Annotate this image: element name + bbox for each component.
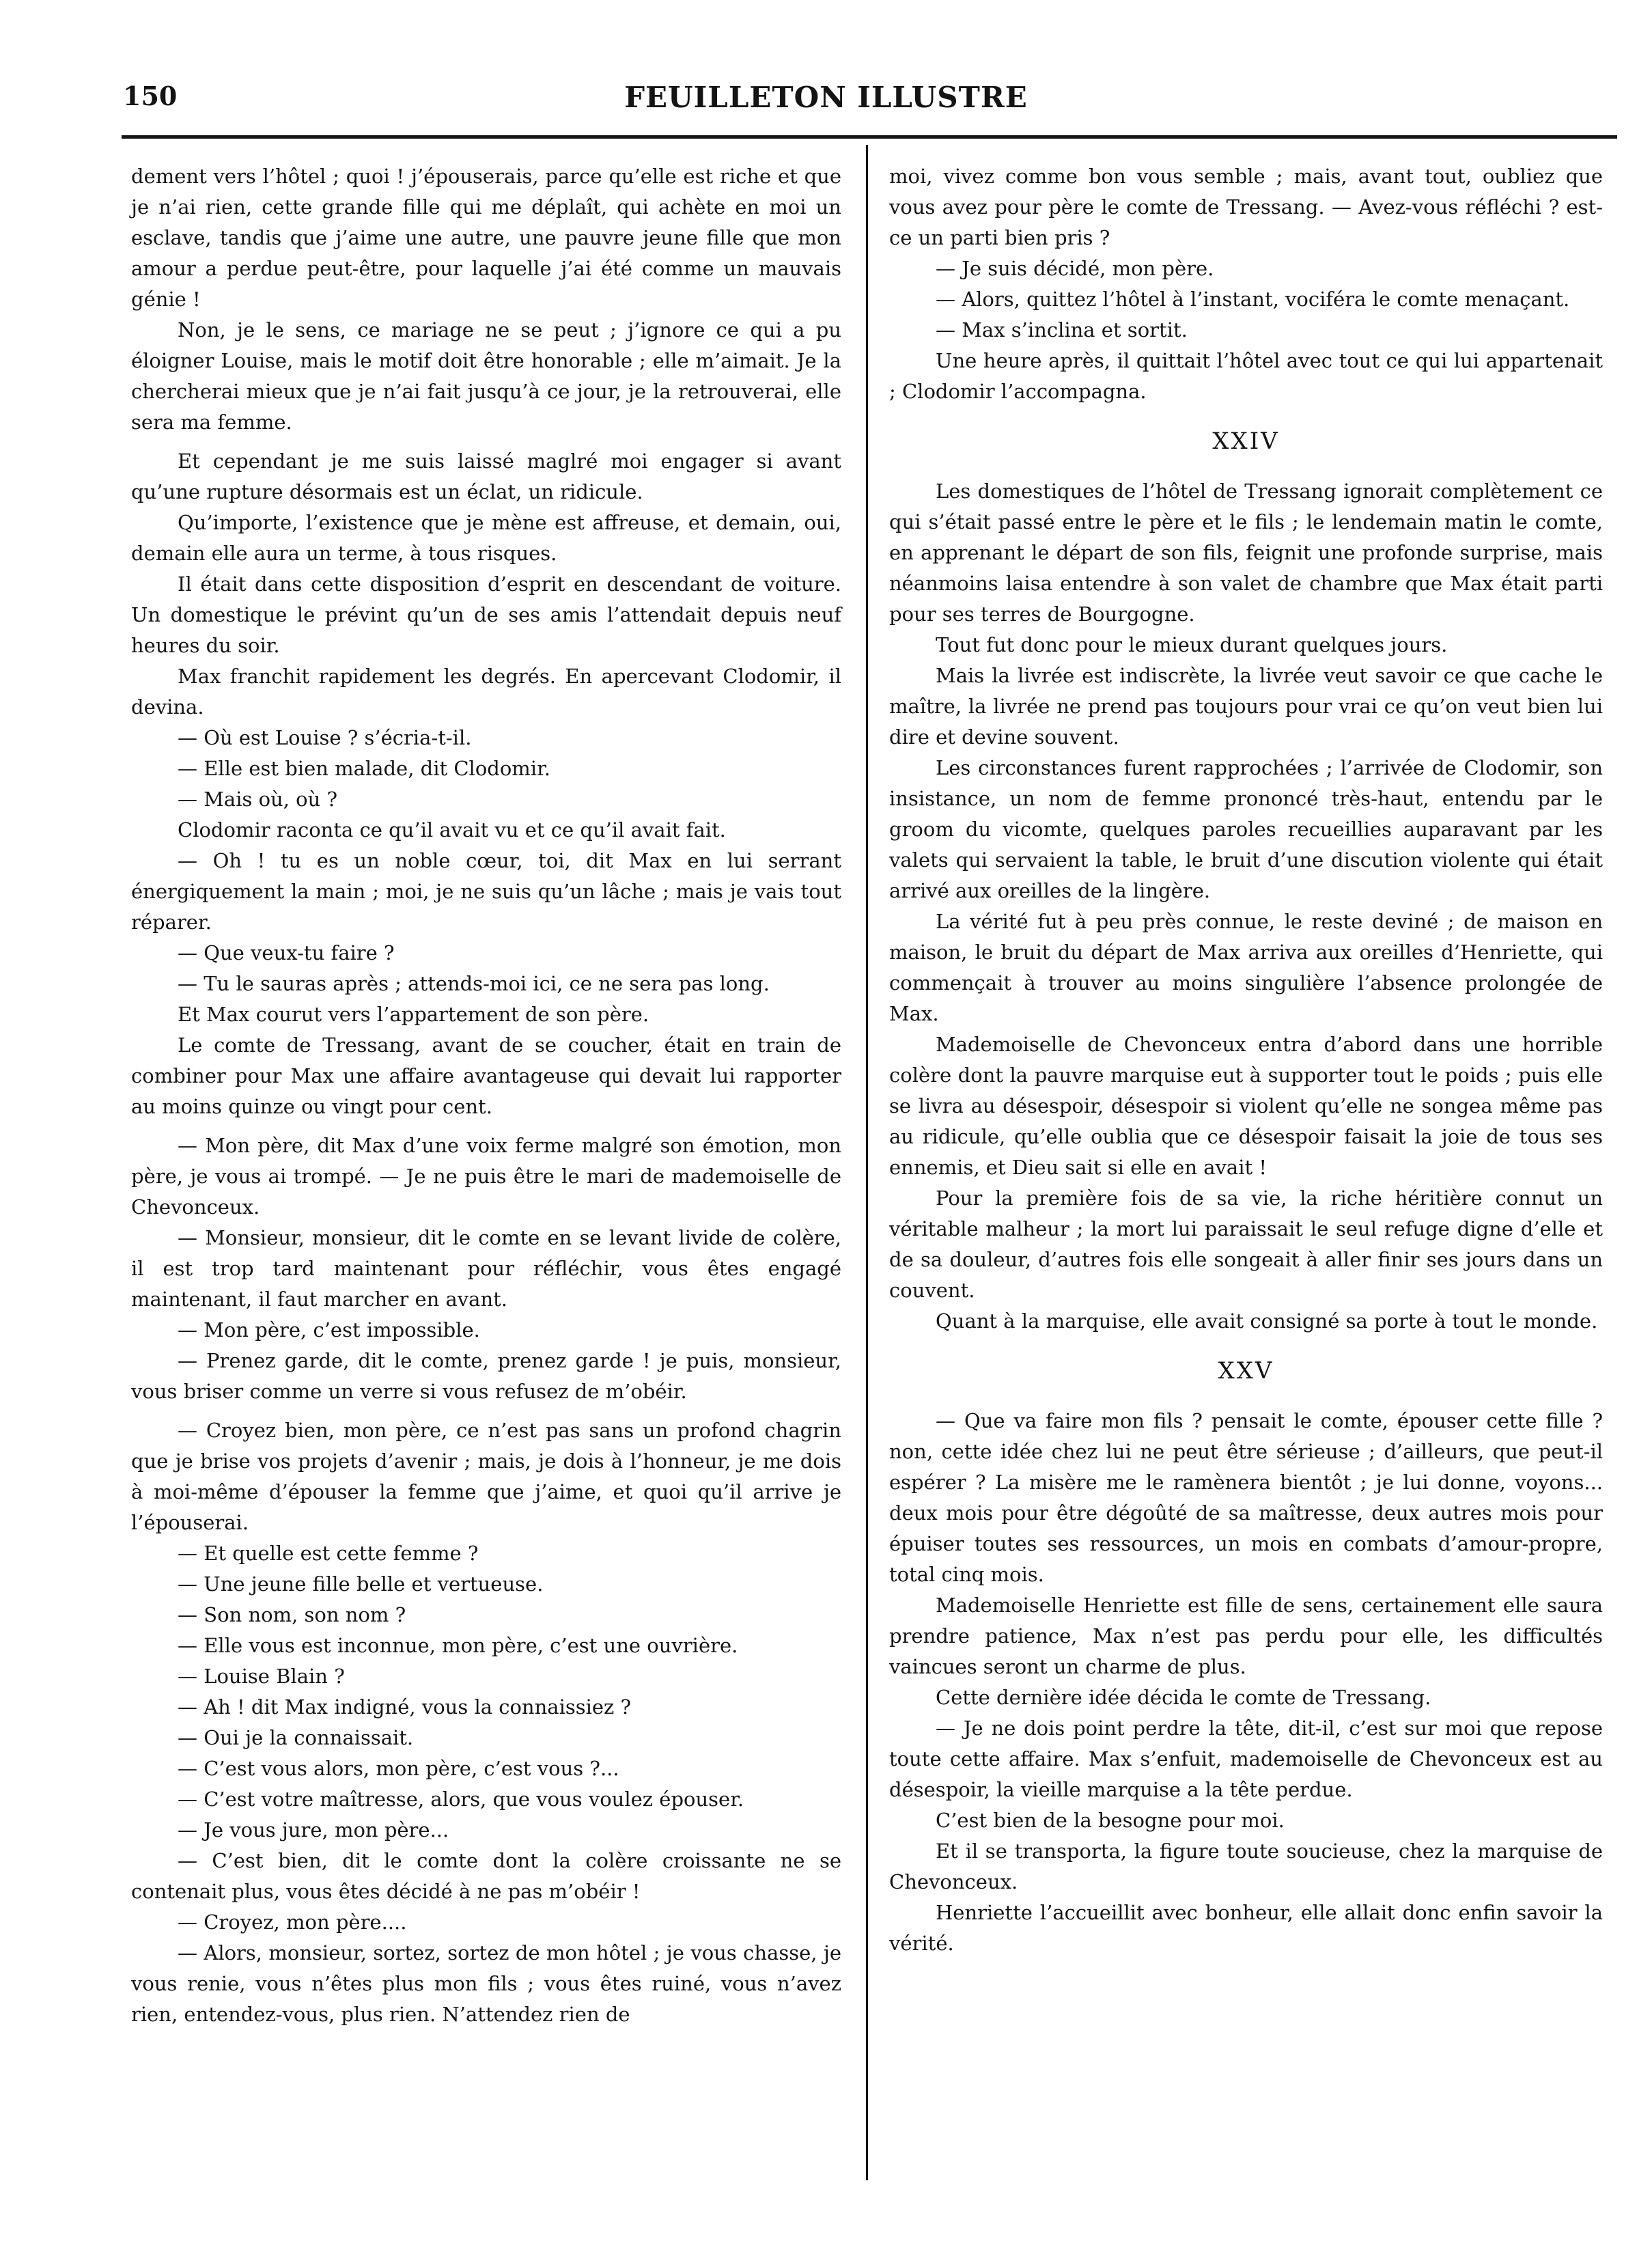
paragraph: Une heure après, il quittait l’hôtel avec tout ce qui lui appartenait ; Clodomir l’accompagna. bbox=[889, 349, 1603, 403]
paragraph: — Où est Louise ? s’écria-t-il. bbox=[178, 726, 472, 749]
paragraph: — Une jeune fille belle et vertueuse. bbox=[178, 1572, 544, 1596]
paragraph: — Je vous jure, mon père... bbox=[178, 1818, 449, 1842]
paragraph: Max franchit rapidement les degrés. En apercevant Clodomir, il devina. bbox=[131, 665, 841, 719]
paragraph: — Son nom, son nom ? bbox=[178, 1603, 406, 1626]
paragraph: Non, je le sens, ce mariage ne se peut ; j’ignore ce qui a pu éloigner Louise, mais le motif doit être honorable ; elle m’aimait. Je la chercherai mieux que je n’ai fait jusqu’à ce jour, je la retrouverai, elle sera ma femme. bbox=[131, 318, 841, 434]
paragraph: Et Max courut vers l’appartement de son père. bbox=[178, 1003, 649, 1026]
chapter-heading: XXIV bbox=[1212, 428, 1280, 455]
paragraph: — Oui je la connaissait. bbox=[178, 1726, 414, 1749]
paragraph: — C’est votre maîtresse, alors, que vous voulez épouser. bbox=[178, 1788, 744, 1811]
paragraph: Mais la livrée est indiscrète, la livrée veut savoir ce que cache le maître, la livrée ne prend pas toujours pour vrai ce qu’on veut bien lui dire et devine souvent. bbox=[889, 664, 1603, 749]
paragraph: — Alors, monsieur, sortez, sortez de mon hôtel ; je vous chasse, je vous renie, vous n’êtes plus mon fils ; vous êtes ruiné, vous n’avez rien, entendez-vous, plus rien. N’attendez rien de bbox=[131, 1941, 841, 2026]
paragraph: — Que veux-tu faire ? bbox=[178, 941, 395, 964]
paragraph: La vérité fut à peu près connue, le reste deviné ; de maison en maison, le bruit du départ de Max arriva aux oreilles d’Henriette, qui commençait à trouver au moins singulière l’absence prolongée de Max. bbox=[889, 910, 1603, 1025]
paragraph: Henriette l’accueillit avec bonheur, elle allait donc enfin savoir la vérité. bbox=[889, 1901, 1603, 1955]
paragraph: — C’est vous alors, mon père, c’est vous ?... bbox=[178, 1757, 619, 1780]
paragraph: C’est bien de la besogne pour moi. bbox=[936, 1809, 1285, 1832]
paragraph: — Monsieur, monsieur, dit le comte en se levant livide de colère, il est trop tard maintenant pour réfléchir, vous êtes engagé maintenant, il faut marcher en avant. bbox=[131, 1226, 841, 1311]
paragraph: — Que va faire mon fils ? pensait le comte, épouser cette fille ? non, cette idée chez lui ne peut être sérieuse ; d’ailleurs, que peut-il espérer ? La misère me le ramènera bientôt ; je lui donne, voyons... deux mois pour être dégoûté de sa maîtresse, deux autres mois pour épuiser toutes ses ressources, un mois en combats d’amour-propre, total cinq mois. bbox=[889, 1409, 1603, 1586]
paragraph: Tout fut donc pour le mieux durant quelques jours. bbox=[936, 633, 1448, 656]
paragraph: — Elle vous est inconnue, mon père, c’est une ouvrière. bbox=[178, 1634, 738, 1657]
paragraph: — Oh ! tu es un noble cœur, toi, dit Max en lui serrant énergiquement la main ; moi, je ne suis qu’un lâche ; mais je vais tout réparer. bbox=[131, 849, 841, 934]
paragraph: — Alors, quittez l’hôtel à l’instant, vociféra le comte menaçant. bbox=[936, 288, 1570, 311]
paragraph: Mademoiselle de Chevonceux entra d’abord dans une horrible colère dont la pauvre marquise eut à supporter tout le poids ; puis elle se livra au désespoir, désespoir si violent qu’elle ne songea même pas au ridicule, qu’elle oublia que ce désespoir faisait la joie de tous ses ennemis, et Dieu sait si elle en avait ! bbox=[889, 1033, 1603, 1179]
right-column bbox=[889, 161, 1603, 1959]
paragraph: — Mon père, c’est impossible. bbox=[178, 1318, 480, 1342]
paragraph: — Prenez garde, dit le comte, prenez garde ! je puis, monsieur, vous briser comme un verre si vous refusez de m’obéir. bbox=[131, 1349, 841, 1403]
header-rule bbox=[122, 135, 1617, 139]
chapter-heading: XXV bbox=[1218, 1357, 1274, 1385]
paragraph: Les circonstances furent rapprochées ; l’arrivée de Clodomir, son insistance, un nom de femme prononcé très-haut, entendu par le groom du vicomte, quelques paroles recueillies auparavant par les valets qui servaient la table, le bruit d’une discution violente qui était arrivé aux oreilles de la lingère. bbox=[889, 756, 1603, 902]
paragraph: Qu’importe, l’existence que je mène est affreuse, et demain, oui, demain elle aura un terme, à tous risques. bbox=[131, 511, 841, 565]
paragraph: Mademoiselle Henriette est fille de sens, certainement elle saura prendre patience, Max n’est pas perdu pour elle, les difficultés vaincues seront un charme de plus. bbox=[889, 1594, 1603, 1678]
paragraph: — Elle est bien malade, dit Clodomir. bbox=[178, 757, 550, 780]
paragraph: Clodomir raconta ce qu’il avait vu et ce qu’il avait fait. bbox=[178, 818, 726, 842]
paragraph: — Croyez, mon père.... bbox=[178, 1910, 407, 1934]
paragraph: Les domestiques de l’hôtel de Tressang ignorait complètement ce qui s’était passé entre le père et le fils ; le lendemain matin le comte, en apprenant le départ de son fils, feignit une profonde surprise, mais néanmoins laisa entendre à son valet de chambre que Max était parti pour ses terres de Bourgogne. bbox=[889, 480, 1603, 626]
paragraph: Quant à la marquise, elle avait consigné sa porte à tout le monde. bbox=[936, 1309, 1598, 1333]
left-column bbox=[131, 161, 841, 2030]
paragraph: Cette dernière idée décida le comte de Tressang. bbox=[936, 1686, 1431, 1709]
paragraph: — Je suis décidé, mon père. bbox=[936, 257, 1214, 280]
paragraph: Et cependant je me suis laissé maglré moi engager si avant qu’une rupture désormais est un éclat, un ridicule. bbox=[131, 449, 841, 503]
paragraph: Pour la première fois de sa vie, la riche héritière connut un véritable malheur ; la mort lui paraissait le seul refuge digne d’elle et de sa douleur, d’autres fois elle songeait à aller finir ses jours dans un couvent. bbox=[889, 1186, 1603, 1302]
paragraph: Et il se transporta, la figure toute soucieuse, chez la marquise de Chevonceux. bbox=[889, 1839, 1603, 1893]
paragraph: dement vers l’hôtel ; quoi ! j’épouserais, parce qu’elle est riche et que je n’ai rien, cette grande fille qui me déplaît, qui achète en moi un esclave, tandis que j’aime une autre, une pauvre jeune fille que mon amour a perdue peut-être, pour laquelle j’ai été comme un mauvais génie ! bbox=[131, 165, 841, 311]
paragraph: — Max s’inclina et sortit. bbox=[936, 318, 1188, 342]
paragraph: — Ah ! dit Max indigné, vous la connaissiez ? bbox=[178, 1695, 632, 1719]
column-divider bbox=[866, 145, 868, 2180]
paragraph: — Louise Blain ? bbox=[178, 1665, 345, 1688]
paragraph: — Mais où, où ? bbox=[178, 788, 338, 811]
paragraph: moi, vivez comme bon vous semble ; mais, avant tout, oubliez que vous avez pour père le comte de Tressang. — Avez-vous réfléchi ? est-ce un parti bien pris ? bbox=[889, 165, 1603, 249]
paragraph: — Et quelle est cette femme ? bbox=[178, 1542, 479, 1565]
page-number: 150 bbox=[123, 81, 178, 111]
paragraph: — Tu le sauras après ; attends-moi ici, ce ne sera pas long. bbox=[178, 972, 770, 995]
paragraph: — Mon père, dit Max d’une voix ferme malgré son émotion, mon père, je vous ai trompé. — Je ne puis être le mari de mademoiselle de Chevonceux. bbox=[131, 1134, 841, 1219]
paragraph: — Je ne dois point perdre la tête, dit-il, c’est sur moi que repose toute cette affaire. Max s’enfuit, mademoiselle de Chevonceux est au désespoir, la vieille marquise a la tête perdue. bbox=[889, 1717, 1603, 1801]
running-title: FEUILLETON ILLUSTRE bbox=[624, 81, 1028, 114]
paragraph: Il était dans cette disposition d’esprit en descendant de voiture. Un domestique le prévint qu’un de ses amis l’attendait depuis neuf heures du soir. bbox=[131, 572, 841, 657]
paragraph: — Croyez bien, mon père, ce n’est pas sans un profond chagrin que je brise vos projets d’avenir ; mais, je dois à l’honneur, je me dois à moi-même d’épouser la femme que j’aime, et quoi qu’il arrive je l’épouserai. bbox=[131, 1419, 841, 1534]
paragraph: — C’est bien, dit le comte dont la colère croissante ne se contenait plus, vous êtes décidé à ne pas m’obéir ! bbox=[131, 1849, 841, 1903]
paragraph: Le comte de Tressang, avant de se coucher, était en train de combiner pour Max une affaire avantageuse qui devait lui rapporter au moins quinze ou vingt pour cent. bbox=[131, 1033, 841, 1118]
